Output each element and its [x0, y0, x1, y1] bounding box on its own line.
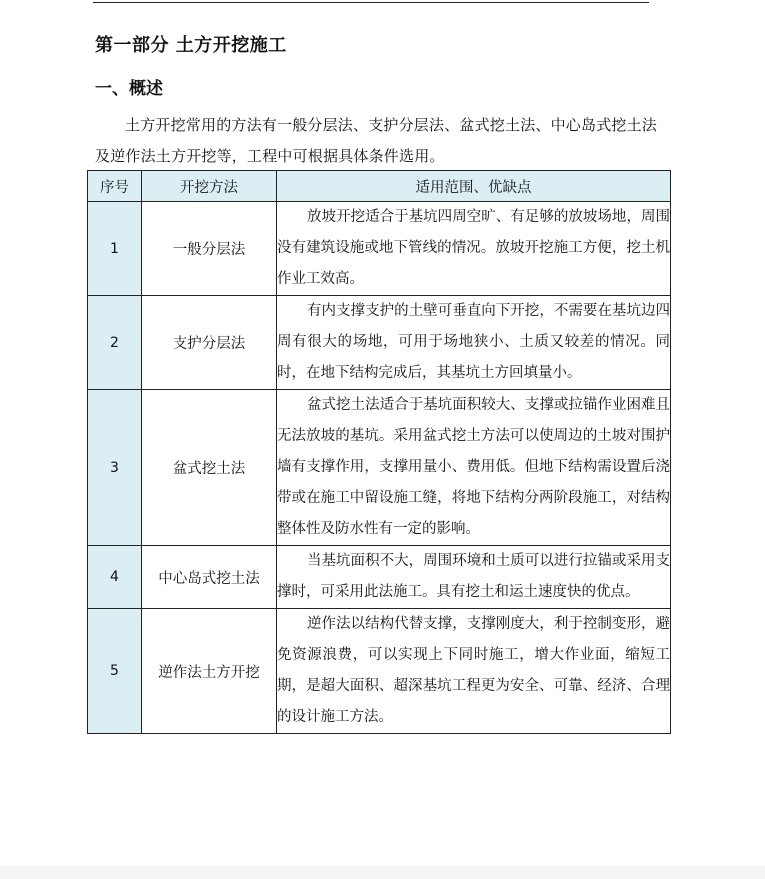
header-desc: 适用范围、优缺点	[277, 171, 671, 202]
method-name: 逆作法土方开挖	[142, 609, 277, 734]
method-name: 支护分层法	[142, 296, 277, 390]
row-number: 1	[88, 202, 142, 296]
intro-paragraph: 土方开挖常用的方法有一般分层法、支护分层法、盆式挖土法、中心岛式挖土法及逆作法土方开挖等，工程中可根据具体条件选用。	[95, 116, 658, 165]
method-description: 放坡开挖适合于基坑四周空旷、有足够的放坡场地，周围没有建筑设施或地下管线的情况。放坡开挖施工方便，挖土机作业工效高。	[277, 202, 671, 296]
method-name: 中心岛式挖土法	[142, 546, 277, 609]
header-method: 开挖方法	[142, 171, 277, 202]
part-title: 第一部分 土方开挖施工	[95, 35, 287, 56]
method-description: 盆式挖土法适合于基坑面积较大、支撑或拉锚作业困难且无法放坡的基坑。采用盆式挖土方法可以使周边的土坡对围护墙有支撑作用，支撑用量小、费用低。但地下结构需设置后浇带或在施工中留设施工缝，将地下结构分两阶段施工，对结构整体性及防水性有一定的影响。	[277, 390, 671, 546]
method-name: 一般分层法	[142, 202, 277, 296]
row-number: 3	[88, 390, 142, 546]
table-row	[88, 296, 671, 390]
row-number: 2	[88, 296, 142, 390]
table-row	[88, 609, 671, 734]
table-row	[88, 202, 671, 296]
header-no: 序号	[88, 171, 142, 202]
section-title: 一、概述	[95, 79, 163, 99]
method-description: 有内支撑支护的土壁可垂直向下开挖，不需要在基坑边四周有很大的场地，可用于场地狭小、土质又较差的情况。同时，在地下结构完成后，其基坑土方回填量小。	[277, 296, 671, 390]
method-description: 当基坑面积不大，周围环境和土质可以进行拉锚或采用支撑时，可采用此法施工。具有挖土和运土速度快的优点。	[277, 546, 671, 609]
table-row	[88, 390, 671, 546]
header-rule	[93, 2, 649, 3]
table-header-row	[88, 171, 671, 202]
table-row	[88, 546, 671, 609]
method-description: 逆作法以结构代替支撑，支撑刚度大，利于控制变形，避免资源浪费，可以实现上下同时施工，增大作业面，缩短工期，是超大面积、超深基坑工程更为安全、可靠、经济、合理的设计施工方法。	[277, 609, 671, 734]
method-name: 盆式挖土法	[142, 390, 277, 546]
page-bottom-strip	[0, 866, 765, 879]
excavation-methods-table	[87, 170, 671, 734]
row-number: 4	[88, 546, 142, 609]
row-number: 5	[88, 609, 142, 734]
